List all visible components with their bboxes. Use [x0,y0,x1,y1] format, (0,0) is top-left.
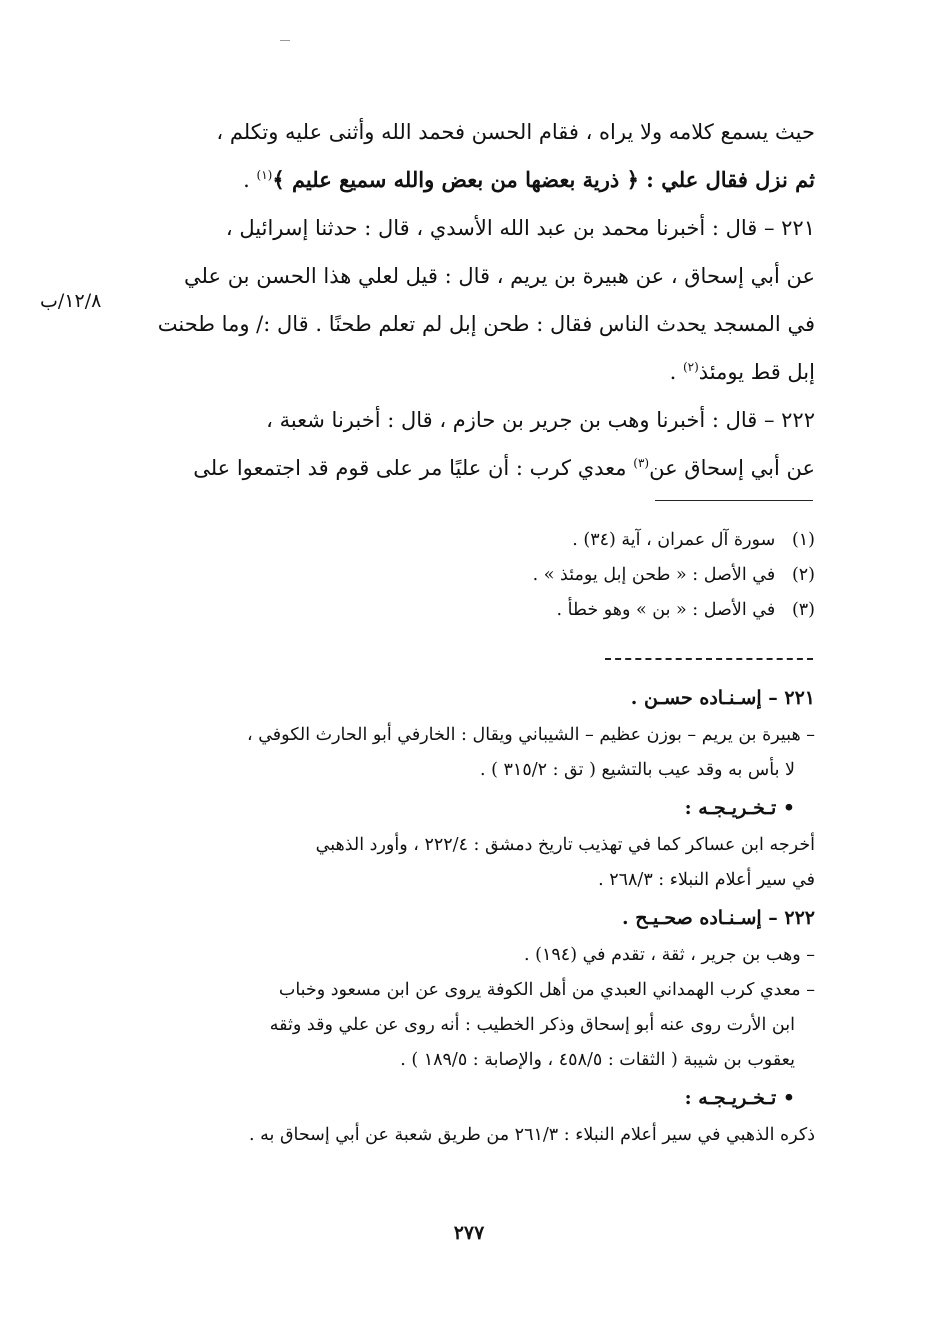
main-line-5: في المسجد يحدث الناس فقال : طحن إبل لم تعلم طحنًا . قال :/ وما طحنت [157,312,815,336]
isnad-222-heading: ٢٢٢ – إسـنـاده صحـيـح . [622,907,815,929]
footnote-3 [135,593,815,628]
manuscript-folio-note: ١٢/٨/ب [40,290,102,312]
hadith-222-start: ٢٢٢ – قال : أخبرنا وهب بن جرير بن حازم ، قال : أخبرنا شعبة ، [266,408,815,432]
footnote-1 [135,523,815,558]
footnote-ref-2: (٢) [682,360,699,374]
footnote-number: (٣) [791,600,815,620]
footnote-text: في الأصل : « بن » وهو خطأ . [556,600,776,620]
takhrij-221-label: • تـخـريـجـه : [684,797,795,819]
line-text: إبل قط يومئذ [698,360,815,384]
quran-verse: ثم نزل فقال علي : ﴿ ذرية بعضها من بعض والله سميع عليم ﴾ [272,167,815,192]
main-line-8 [135,444,815,492]
footnote-2 [135,558,815,593]
takhrij-222-line: ذكره الذهبي في سير أعلام النبلاء : ٢٦١/٣ من طريق شعبة عن أبي إسحاق به . [249,1125,815,1145]
line-end: . [669,360,683,384]
main-line-1: حيث يسمع كلامه ولا يراه ، فقام الحسن فحمد الله وأثنى عليه وتكلم ، [216,120,815,144]
scan-mark [280,40,290,41]
note-222-line: – وهب بن جرير ، ثقة ، تقدم في (١٩٤) . [524,945,815,965]
line-end: . [243,168,257,192]
line-text: معدي كرب : أن عليًا مر على قوم قد اجتمعوا على [193,456,627,480]
hadith-221-start: ٢٢١ – قال : أخبرنا محمد بن عبد الله الأسدي ، قال : حدثنا إسرائيل ، [225,216,815,240]
main-line-6 [135,348,815,396]
takhrij-221-line: في سير أعلام النبلاء : ٢٦٨/٣ . [598,870,815,890]
note-221-line: لا بأس به وقد عيب بالتشيع ( تق : ٣١٥/٢ ) . [480,760,795,780]
editor-notes [135,678,815,1153]
footnote-number: (١) [791,530,815,550]
note-222-line: يعقوب بن شيبة ( الثقات : ٤٥٨/٥ ، والإصابة : ١٨٩/٥ ) . [400,1050,795,1070]
main-text [135,108,815,492]
note-222-line: ابن الأرت روى عنه أبو إسحاق وذكر الخطيب : أنه روى عن علي وقد وثقه [269,1015,795,1035]
note-222-line: – معدي كرب الهمداني العبدي من أهل الكوفة يروى عن ابن مسعود وخباب [278,980,815,1000]
notes-separator [605,658,813,660]
footnote-ref-3: (٣) [633,456,650,470]
takhrij-222-label: • تـخـريـجـه : [684,1087,795,1109]
isnad-221-heading: ٢٢١ – إسـنـاده حسـن . [630,687,815,709]
footnote-text: في الأصل : « طحن إبل يومئذ » . [532,565,776,585]
footnote-separator [655,500,813,501]
main-line-4: عن أبي إسحاق ، عن هبيرة بن يريم ، قال : قيل لعلي هذا الحسن بن علي [184,264,815,288]
footnote-number: (٢) [791,565,815,585]
footnotes [135,523,815,628]
main-line-2 [135,156,815,204]
takhrij-221-line: أخرجه ابن عساكر كما في تهذيب تاريخ دمشق : ٢٢٢/٤ ، وأورد الذهبي [315,835,815,855]
note-221-line: – هبيرة بن يريم – بوزن عظيم – الشيباني ويقال : الخارفي أبو الحارث الكوفي ، [247,725,815,745]
line-text: عن أبي إسحاق عن [649,456,815,480]
page-number: ٢٧٧ [453,1222,485,1244]
footnote-text: سورة آل عمران ، آية (٣٤) . [572,530,776,550]
footnote-ref-1: (١) [256,168,273,182]
